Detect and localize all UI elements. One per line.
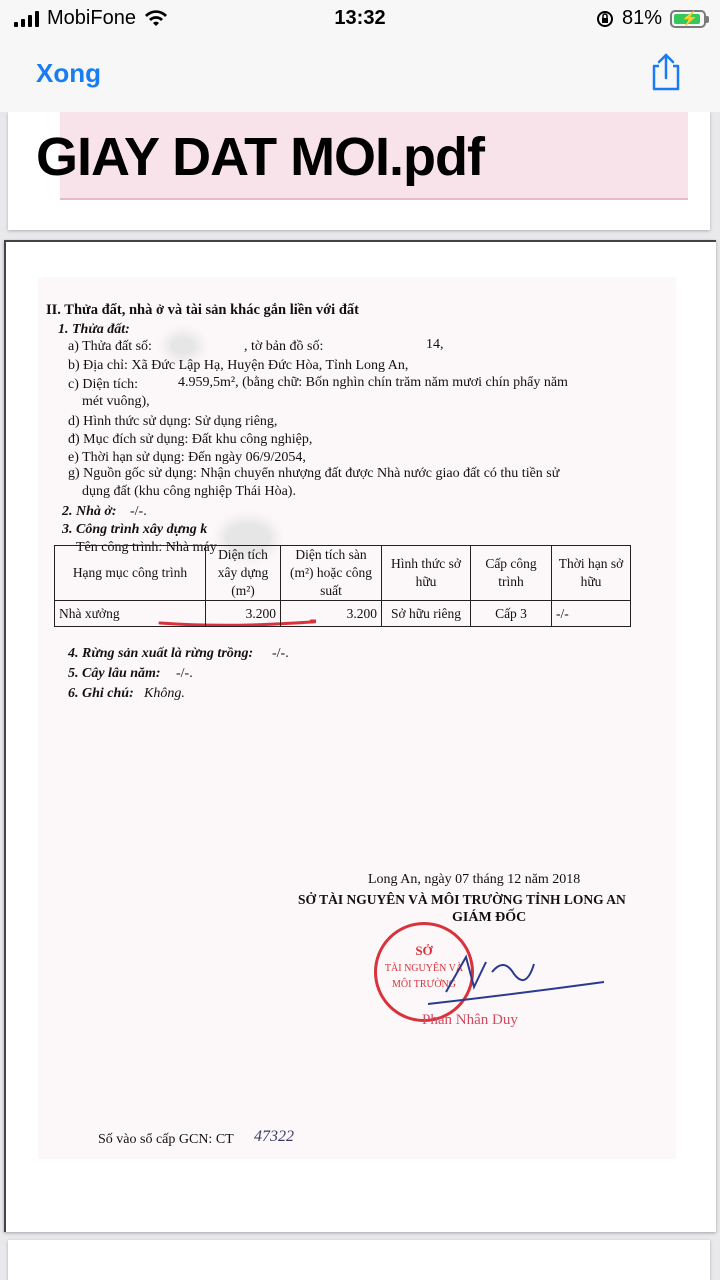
nav-bar	[0, 38, 720, 113]
forest-value: -/-.	[272, 646, 289, 661]
issuing-agency: SỞ TÀI NGUYÊN VÀ MÔI TRƯỜNG TỈNH LONG AN	[298, 892, 626, 907]
table-cell: -/-	[552, 601, 631, 627]
table-cell: Nhà xưởng	[55, 601, 206, 627]
registry-number: 47322	[254, 1128, 294, 1145]
house-value: -/-.	[130, 504, 147, 519]
table-header: Diện tích xây dựng (m²)	[206, 546, 281, 601]
usage-form: d) Hình thức sử dụng: Sử dụng riêng,	[68, 414, 278, 429]
address-line: b) Địa chỉ: Xã Đức Lập Hạ, Huyện Đức Hòa, Tỉnh Long An,	[68, 358, 409, 373]
issue-date: Long An, ngày 07 tháng 12 năm 2018	[368, 872, 581, 887]
signature	[426, 942, 626, 1012]
table-header: Hạng mục công trình	[55, 546, 206, 601]
table-header: Cấp công trình	[471, 546, 552, 601]
area-value: 4.959,5m², (bằng chữ: Bốn nghìn chín trăm năm mươi chín phẩy năm	[178, 375, 568, 390]
table-row	[55, 601, 631, 627]
table-cell: 3.200	[281, 601, 382, 627]
perennial-heading: 5. Cây lâu năm:	[68, 666, 161, 681]
table-cell: Cấp 3	[471, 601, 552, 627]
perennial-value: -/-.	[176, 666, 193, 681]
status-bar	[0, 0, 720, 38]
construction-table	[54, 545, 631, 627]
table-header: Hình thức sở hữu	[382, 546, 471, 601]
pdf-page-current	[4, 240, 716, 1232]
signer-name: Phan Nhân Duy	[422, 1012, 518, 1028]
battery-charging-icon: ⚡	[670, 10, 706, 28]
redacted-parcel-number	[171, 338, 195, 354]
certificate-text	[6, 242, 716, 1232]
usage-purpose: đ) Mục đích sử dụng: Đất khu công nghiệp,	[68, 432, 313, 447]
forest-heading: 4. Rừng sản xuất là rừng trồng:	[68, 646, 254, 661]
clock: 13:32	[334, 7, 386, 29]
table-header: Thời hạn sở hữu	[552, 546, 631, 601]
file-title: GIAY DAT MOI.pdf	[36, 127, 485, 187]
usage-origin-continued: dụng đất (khu công nghiệp Thái Hòa).	[82, 484, 296, 499]
area-label: c) Diện tích:	[68, 377, 138, 392]
usage-origin: g) Nguồn gốc sử dụng: Nhận chuyển nhượng đất được Nhà nước giao đất có thu tiền sử	[68, 466, 560, 481]
land-parcel-heading: 1. Thửa đất:	[58, 322, 130, 337]
registry-label: Số vào sổ cấp GCN: CT	[98, 1132, 234, 1147]
battery-percent: 81%	[621, 7, 662, 29]
table-cell: Sở hữu riêng	[382, 601, 471, 627]
area-value-continued: mét vuông),	[82, 394, 150, 409]
map-sheet-label: , tờ bản đồ số:	[244, 339, 324, 354]
share-icon[interactable]	[648, 52, 684, 92]
director-title: GIÁM ĐỐC	[452, 910, 527, 925]
map-sheet-number: 14,	[426, 337, 444, 352]
table-cell: 3.200	[206, 601, 281, 627]
notes-value: Không.	[144, 686, 185, 701]
usage-term: e) Thời hạn sử dụng: Đến ngày 06/9/2054,	[68, 450, 306, 465]
section-title: II. Thửa đất, nhà ở và tài sản khác gắn liền với đất	[46, 302, 359, 318]
table-header: Diện tích sàn (m²) hoặc công suất	[281, 546, 382, 601]
construction-name: Tên công trình: Nhà máy	[76, 540, 217, 555]
done-button[interactable]: Xong	[36, 58, 101, 88]
official-seal: SỞ TÀI NGUYÊN VÀ MÔI TRƯỜNG	[374, 922, 474, 1022]
pdf-page-next	[8, 1240, 710, 1280]
house-heading: 2. Nhà ở:	[62, 504, 117, 519]
parcel-number-label: a) Thửa đất số:	[68, 339, 152, 354]
orientation-lock-icon	[596, 10, 614, 28]
construction-heading: 3. Công trình xây dựng k	[62, 522, 208, 537]
notes-heading: 6. Ghi chú:	[68, 686, 134, 701]
pdf-viewer[interactable]	[0, 112, 720, 1280]
status-right	[596, 7, 706, 30]
carrier-label: MobiFone	[47, 7, 136, 29]
